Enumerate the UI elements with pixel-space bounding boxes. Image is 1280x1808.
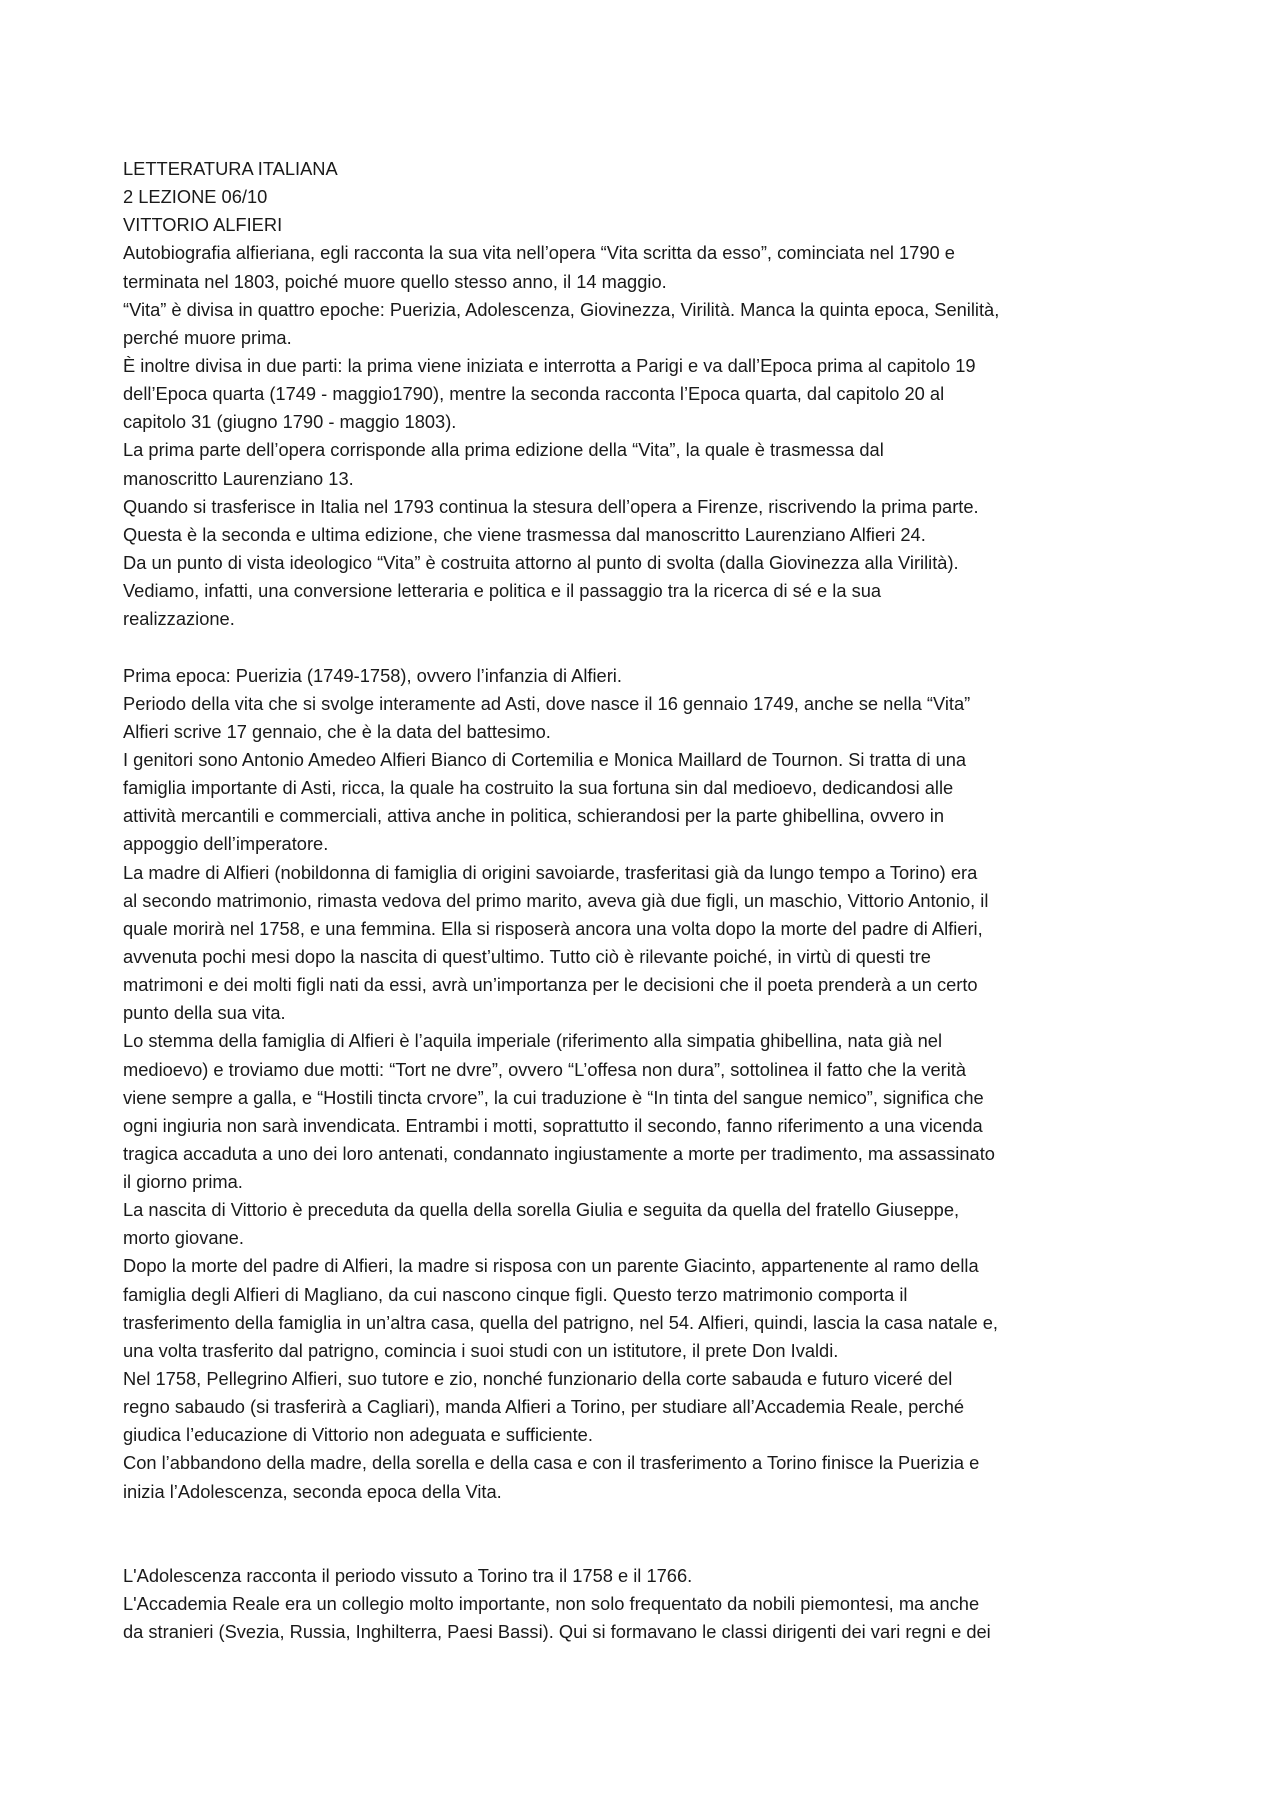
text-line: giudica l’educazione di Vittorio non adeguata e sufficiente. [123,1424,593,1446]
text-line [123,1506,1173,1534]
text-line: viene sempre a galla, e “Hostili tincta crvore”, la cui traduzione è “In tinta del sangue nemico”, significa che [123,1086,984,1108]
course-title: LETTERATURA ITALIANA [123,158,338,179]
text-line: Dopo la morte del padre di Alfieri, la madre si risposa con un parente Giacinto, appartenente al ramo della [123,1255,979,1277]
text-line: I genitori sono Antonio Amedeo Alfieri Bianco di Cortemilia e Monica Maillard de Tournon. Si tratta di una [123,748,967,770]
text-line: tragica accaduta a uno dei loro antenati, condannato ingiustamente a morte per tradimento, ma assassinato [123,1142,995,1164]
text-line: dell’Epoca quarta (1749 - maggio1790), mentre la seconda racconta l’Epoca quarta, dal capitolo 20 al [123,383,945,405]
text-line: ogni ingiuria non sarà invendicata. Entrambi i motti, soprattutto il secondo, fanno riferimento a una vicenda [123,1114,983,1136]
text-line: La madre di Alfieri (nobildonna di famiglia di origini savoiarde, trasferitasi già da lungo tempo a Torino) era [123,861,978,883]
text-line: Con l’abbandono della madre, della sorella e della casa e con il trasferimento a Torino finisce la Puerizia e [123,1452,980,1474]
text-line: Periodo della vita che si svolge interamente ad Asti, dove nasce il 16 gennaio 1749, anche se nella “Vita” [123,692,971,714]
text-line: morto giovane. [123,1227,244,1249]
text-line: punto della sua vita. [123,1002,286,1024]
text-line: medioevo) e troviamo due motti: “Tort ne dvre”, ovvero “L’offesa non dura”, sottolinea il fatto che la verità [123,1058,967,1080]
adolescenza-section [123,1562,1173,1646]
text-line: famiglia degli Alfieri di Magliano, da cui nascono cinque figli. Questo terzo matrimonio comporta il [123,1283,908,1305]
text-line: avvenuta pochi mesi dopo la nascita di quest’ultimo. Tutto ciò è rilevante poiché, in virtù di questi tre [123,945,931,967]
text-line: Lo stemma della famiglia di Alfieri è l’aquila imperiale (riferimento alla simpatia ghibellina, nata già nel [123,1030,943,1052]
text-line: Autobiografia alfieriana, egli racconta la sua vita nell’opera “Vita scritta da esso”, cominciata nel 1790 e [123,242,955,264]
text-line: perché muore prima. [123,326,292,348]
text-line: il giorno prima. [123,1171,243,1193]
text-line: Da un punto di vista ideologico “Vita” è costruita attorno al punto di svolta (dalla Giovinezza alla Virilità). [123,551,959,573]
text-line: Alfieri scrive 17 gennaio, che è la data del battesimo. [123,720,551,742]
text-line: L'Adolescenza racconta il periodo vissuto a Torino tra il 1758 e il 1766. [123,1565,693,1587]
text-line: Vediamo, infatti, una conversione letteraria e politica e il passaggio tra la ricerca di sé e la sua [123,580,882,602]
paragraph-gap [123,1534,1173,1562]
text-line: Questa è la seconda e ultima edizione, che viene trasmessa dal manoscritto Laurenziano Alfieri 24. [123,523,926,545]
paragraph-gap [123,633,1173,661]
text-line: Prima epoca: Puerizia (1749-1758), ovvero l’infanzia di Alfieri. [123,664,622,686]
text-line: al secondo matrimonio, rimasta vedova del primo marito, aveva già due figli, un maschio, Vittorio Antonio, il [123,889,989,911]
text-line: appoggio dell’imperatore. [123,833,329,855]
text-line: “Vita” è divisa in quattro epoche: Puerizia, Adolescenza, Giovinezza, Virilità. Manca la quinta epoca, Senilità, [123,298,1000,320]
text-line: È inoltre divisa in due parti: la prima viene iniziata e interrotta a Parigi e va dall’Epoca prima al capitolo 19 [123,354,976,376]
text-line: capitolo 31 (giugno 1790 - maggio 1803). [123,411,457,433]
text-line: da stranieri (Svezia, Russia, Inghilterra, Paesi Bassi). Qui si formavano le classi dirigenti dei vari regni e dei [123,1621,991,1643]
text-line: una volta trasferito dal patrigno, comincia i suoi studi con un istitutore, il prete Don Ivaldi. [123,1339,839,1361]
text-line: trasferimento della famiglia in un’altra casa, quella del patrigno, nel 54. Alfieri, quindi, lascia la casa natale e, [123,1311,998,1333]
text-line: famiglia importante di Asti, ricca, la quale ha costruito la sua fortuna sin dal medioevo, dedicandosi alle [123,777,954,799]
puerizia-section [123,662,1173,1534]
text-line: L'Accademia Reale era un collegio molto importante, non solo frequentato da nobili piemontesi, ma anche [123,1593,980,1615]
text-line: Nel 1758, Pellegrino Alfieri, suo tutore e zio, nonché funzionario della corte sabauda e futuro viceré del [123,1368,953,1390]
text-line: attività mercantili e commerciali, attiva anche in politica, schierandosi per la parte ghibellina, ovvero in [123,805,945,827]
intro-paragraphs [123,239,1173,633]
document-page [123,155,1173,1646]
text-line: manoscritto Laurenziano 13. [123,467,354,489]
text-line: quale morirà nel 1758, e una femmina. Ella si risposerà ancora una volta dopo la morte del padre di Alfieri, [123,917,983,939]
text-line: inizia l’Adolescenza, seconda epoca della Vita. [123,1480,502,1502]
topic-title: VITTORIO ALFIERI [123,214,283,236]
text-line: La nascita di Vittorio è preceduta da quella della sorella Giulia e seguita da quella del fratello Giuseppe, [123,1199,960,1221]
text-line: realizzazione. [123,608,235,630]
text-line: regno sabaudo (si trasferirà a Cagliari), manda Alfieri a Torino, per studiare all’Accademia Reale, perché [123,1396,965,1418]
lesson-label: 2 LEZIONE 06/10 [123,186,268,208]
text-line: terminata nel 1803, poiché muore quello stesso anno, il 14 maggio. [123,270,667,292]
text-line: La prima parte dell’opera corrisponde alla prima edizione della “Vita”, la quale è trasmessa dal [123,439,884,461]
text-line: matrimoni e dei molti figli nati da essi, avrà un’importanza per le decisioni che il poeta prenderà a un certo [123,974,978,996]
text-line: Quando si trasferisce in Italia nel 1793 continua la stesura dell’opera a Firenze, riscrivendo la prima parte. [123,495,979,517]
